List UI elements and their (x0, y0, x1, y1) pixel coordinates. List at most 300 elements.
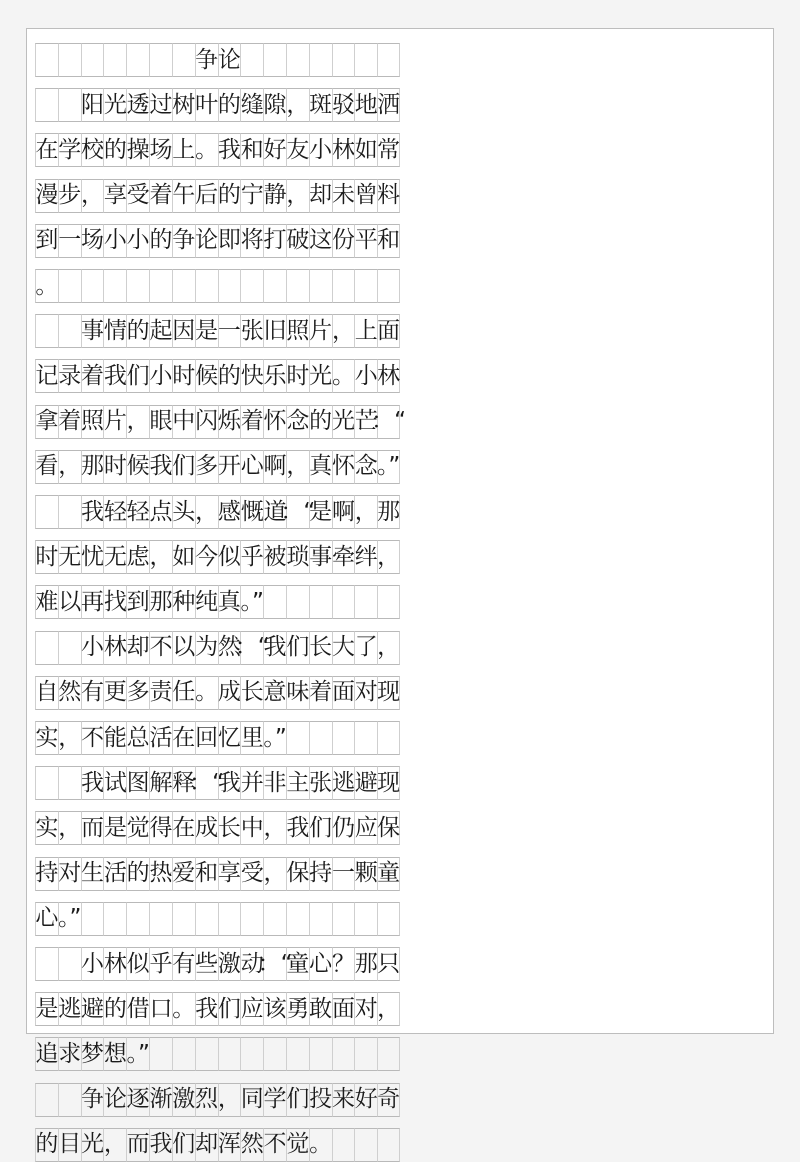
grid-cell: 小 (81, 631, 104, 665)
grid-cell: 的 (218, 88, 241, 122)
grid-cell: 多 (195, 450, 218, 484)
grid-row (35, 359, 765, 393)
grid-cell: 实 (35, 811, 58, 845)
grid-cell: 我 (218, 766, 241, 800)
grid-cell: 们 (286, 1083, 309, 1117)
grid-cell: 勇 (286, 992, 309, 1026)
grid-cell: 校 (81, 133, 104, 167)
grid-row (35, 721, 765, 755)
grid-cell: 主 (286, 766, 309, 800)
grid-cell: 非 (263, 766, 286, 800)
grid-cell: 小 (309, 133, 332, 167)
grid-cell: 琐 (286, 540, 309, 574)
grid-cell: 受 (126, 179, 149, 213)
grid-cell: 实 (35, 721, 58, 755)
grid-cell: 点 (149, 495, 172, 529)
grid-cell: 份 (332, 224, 355, 258)
grid-cell: 小 (354, 359, 377, 393)
grid-cell: 小 (126, 224, 149, 258)
grid-cell: 烈 (195, 1083, 218, 1117)
grid-cell: 静 (263, 179, 286, 213)
grid-cell: 快 (240, 359, 263, 393)
grid-cell: 小 (103, 224, 126, 258)
grid-row (35, 179, 765, 213)
grid-cell: 地 (354, 88, 377, 122)
grid-cell: 梦 (81, 1037, 104, 1071)
grid-row (35, 992, 765, 1026)
grid-cell: 似 (218, 540, 241, 574)
grid-cell: 回 (195, 721, 218, 755)
grid-cell: 情 (103, 314, 126, 348)
grid-cell: 为 (195, 631, 218, 665)
grid-cell: 慨 (240, 495, 263, 529)
grid-cell: 难 (35, 585, 58, 619)
grid-cell: 光 (81, 1128, 104, 1162)
grid-cell (58, 269, 81, 303)
grid-cell: 感 (218, 495, 241, 529)
grid-cell (149, 902, 172, 936)
grid-cell: 心 (35, 902, 58, 936)
grid-cell: 缝 (240, 88, 263, 122)
grid-cell: 纯 (195, 585, 218, 619)
grid-cell: 我 (103, 359, 126, 393)
grid-cell (35, 766, 58, 800)
grid-cell (240, 902, 263, 936)
grid-cell: 同 (240, 1083, 263, 1117)
grid-cell: 在 (172, 721, 195, 755)
grid-row (35, 314, 765, 348)
grid-cell: 有 (81, 676, 104, 710)
grid-cell: 和 (240, 133, 263, 167)
grid-cell (35, 495, 58, 529)
grid-cell: 中 (172, 405, 195, 439)
grid-cell (126, 269, 149, 303)
grid-cell: 而 (126, 1128, 149, 1162)
grid-cell: 了 (354, 631, 377, 665)
grid-cell: 一 (218, 314, 241, 348)
grid-cell: ？ (332, 947, 355, 981)
grid-cell: 这 (309, 224, 332, 258)
grid-cell: 生 (81, 857, 104, 891)
grid-cell (354, 43, 377, 77)
grid-cell: 的 (126, 857, 149, 891)
grid-cell (81, 269, 104, 303)
grid-cell (35, 631, 58, 665)
grid-cell: 事 (81, 314, 104, 348)
grid-cell (263, 902, 286, 936)
grid-cell: 张 (309, 766, 332, 800)
grid-cell: ， (263, 811, 286, 845)
grid-cell: 似 (126, 947, 149, 981)
grid-cell: 意 (263, 676, 286, 710)
grid-cell: 漫 (35, 179, 58, 213)
grid-cell: 片 (309, 314, 332, 348)
grid-cell: 自 (35, 676, 58, 710)
grid-cell: 隙 (263, 88, 286, 122)
grid-cell: 到 (35, 224, 58, 258)
grid-cell: 闪 (195, 405, 218, 439)
grid-cell: 们 (286, 631, 309, 665)
grid-cell: 真 (309, 450, 332, 484)
grid-cell (354, 585, 377, 619)
grid-cell: 无 (58, 540, 81, 574)
grid-cell (103, 269, 126, 303)
grid-cell: 以 (58, 585, 81, 619)
grid-cell: 。” (263, 721, 286, 755)
grid-cell: 乎 (240, 540, 263, 574)
grid-cell (332, 269, 355, 303)
grid-cell: 投 (309, 1083, 332, 1117)
grid-cell (103, 902, 126, 936)
grid-cell: 即 (218, 224, 241, 258)
grid-cell: 持 (35, 857, 58, 891)
grid-cell (309, 721, 332, 755)
grid-cell: 激 (172, 1083, 195, 1117)
grid-cell: 面 (332, 992, 355, 1026)
grid-cell: 再 (81, 585, 104, 619)
grid-cell: ， (218, 1083, 241, 1117)
grid-row (35, 585, 765, 619)
grid-cell (377, 43, 400, 77)
grid-cell (35, 1083, 58, 1117)
grid-cell (35, 43, 58, 77)
grid-cell (240, 1037, 263, 1071)
grid-cell (377, 585, 400, 619)
grid-cell: 追 (35, 1037, 58, 1071)
grid-cell: 热 (149, 857, 172, 891)
grid-cell (263, 43, 286, 77)
grid-cell (263, 269, 286, 303)
grid-cell: 奇 (377, 1083, 400, 1117)
grid-cell: 芒 (354, 405, 377, 439)
grid-cell (263, 1037, 286, 1071)
grid-cell: 仍 (332, 811, 355, 845)
grid-cell: 面 (377, 314, 400, 348)
grid-cell: ：“ (240, 631, 263, 665)
grid-cell (58, 314, 81, 348)
grid-cell: 总 (126, 721, 149, 755)
grid-cell: 时 (286, 359, 309, 393)
grid-cell: 破 (286, 224, 309, 258)
grid-cell: 被 (263, 540, 286, 574)
grid-cell: 心 (240, 450, 263, 484)
grid-cell (58, 43, 81, 77)
grid-cell: 着 (81, 359, 104, 393)
grid-cell (126, 902, 149, 936)
grid-cell: 我 (81, 495, 104, 529)
grid-cell: 轻 (103, 495, 126, 529)
grid-cell: 们 (309, 811, 332, 845)
grid-cell: 事 (309, 540, 332, 574)
grid-cell: 开 (218, 450, 241, 484)
grid-cell: 借 (126, 992, 149, 1026)
grid-cell: 释 (172, 766, 195, 800)
grid-cell (354, 1037, 377, 1071)
grid-cell (332, 1128, 355, 1162)
grid-cell: 动 (240, 947, 263, 981)
grid-cell: 那 (377, 495, 400, 529)
grid-cell: 轻 (126, 495, 149, 529)
grid-cell: ， (58, 721, 81, 755)
grid-cell: 光 (103, 88, 126, 122)
grid-row (35, 676, 765, 710)
grid-cell: 上 (172, 133, 195, 167)
grid-cell: 驳 (332, 88, 355, 122)
grid-cell: 该 (263, 992, 286, 1026)
grid-cell: 却 (309, 179, 332, 213)
grid-cell: 多 (126, 676, 149, 710)
grid-cell (149, 43, 172, 77)
grid-cell: 心 (309, 947, 332, 981)
grid-cell: 来 (332, 1083, 355, 1117)
grid-cell: 应 (354, 811, 377, 845)
grid-cell (58, 766, 81, 800)
grid-cell: ：“ (263, 947, 286, 981)
grid-cell (58, 495, 81, 529)
grid-cell: 却 (126, 631, 149, 665)
grid-cell: 在 (35, 133, 58, 167)
grid-row (35, 133, 765, 167)
grid-cell: 上 (354, 314, 377, 348)
grid-cell: 。” (377, 450, 400, 484)
grid-cell: 长 (240, 676, 263, 710)
grid-cell: 不 (81, 721, 104, 755)
grid-cell: 受 (240, 857, 263, 891)
grid-cell: 敢 (309, 992, 332, 1026)
grid-cell: 活 (103, 857, 126, 891)
grid-cell: 求 (58, 1037, 81, 1071)
grid-cell: 们 (172, 450, 195, 484)
grid-cell: 友 (286, 133, 309, 167)
grid-cell: 保 (286, 857, 309, 891)
grid-cell: 然 (240, 1128, 263, 1162)
grid-cell: 现 (377, 676, 400, 710)
grid-cell: 因 (172, 314, 195, 348)
title-row (35, 43, 765, 77)
grid-cell: 。 (35, 269, 58, 303)
grid-cell (332, 721, 355, 755)
grid-cell: 那 (354, 947, 377, 981)
grid-cell: 到 (126, 585, 149, 619)
grid-cell: 将 (240, 224, 263, 258)
grid-cell (58, 631, 81, 665)
grid-cell: 渐 (149, 1083, 172, 1117)
grid-cell (81, 902, 104, 936)
grid-cell: 。 (195, 133, 218, 167)
grid-cell: 如 (354, 133, 377, 167)
grid-cell: 里 (240, 721, 263, 755)
grid-cell: 避 (81, 992, 104, 1026)
grid-cell: 啊 (263, 450, 286, 484)
grid-cell: 目 (58, 1128, 81, 1162)
grid-cell: 怀 (263, 405, 286, 439)
grid-cell (309, 43, 332, 77)
grid-cell (172, 269, 195, 303)
grid-cell: 斑 (309, 88, 332, 122)
grid-cell: 。” (58, 902, 81, 936)
grid-cell: 童 (286, 947, 309, 981)
grid-cell: 是 (103, 811, 126, 845)
grid-cell: 。 (195, 676, 218, 710)
grid-cell: ， (126, 405, 149, 439)
grid-row (35, 540, 765, 574)
grid-row (35, 1083, 765, 1117)
grid-cell: 只 (377, 947, 400, 981)
grid-cell: 长 (218, 811, 241, 845)
grid-cell: ， (149, 540, 172, 574)
grid-cell: 洒 (377, 88, 400, 122)
grid-cell: ， (286, 179, 309, 213)
grid-cell: 眼 (149, 405, 172, 439)
grid-cell (35, 947, 58, 981)
grid-cell: 得 (149, 811, 172, 845)
grid-cell: 们 (218, 992, 241, 1026)
grid-cell: 照 (286, 314, 309, 348)
grid-cell: 时 (172, 359, 195, 393)
grid-cell (286, 269, 309, 303)
grid-cell: 好 (263, 133, 286, 167)
grid-cell: 。 (332, 359, 355, 393)
grid-cell (240, 269, 263, 303)
grid-cell: 能 (103, 721, 126, 755)
grid-cell: 不 (263, 1128, 286, 1162)
grid-row (35, 405, 765, 439)
grid-cell (218, 269, 241, 303)
grid-cell: 林 (103, 631, 126, 665)
grid-cell: 我 (286, 811, 309, 845)
grid-cell: 长 (309, 631, 332, 665)
grid-cell: 我 (149, 1128, 172, 1162)
grid-cell: 我 (149, 450, 172, 484)
grid-cell: 候 (195, 359, 218, 393)
title-char: 论 (218, 43, 241, 77)
grid-cell: ， (195, 495, 218, 529)
grid-cell (354, 902, 377, 936)
grid-cell (172, 902, 195, 936)
grid-cell: 些 (195, 947, 218, 981)
grid-cell: 活 (149, 721, 172, 755)
grid-row (35, 450, 765, 484)
grid-cell: 论 (103, 1083, 126, 1117)
grid-cell: 童 (377, 857, 400, 891)
grid-cell: 的 (218, 179, 241, 213)
grid-cell: 林 (103, 947, 126, 981)
grid-cell (332, 1037, 355, 1071)
grid-cell: 一 (58, 224, 81, 258)
grid-cell: 对 (354, 676, 377, 710)
grid-cell: 如 (172, 540, 195, 574)
grid-cell: 我 (195, 992, 218, 1026)
grid-cell (126, 43, 149, 77)
grid-cell: 平 (354, 224, 377, 258)
grid-cell: 时 (35, 540, 58, 574)
grid-cell (172, 1037, 195, 1071)
grid-cell: 对 (354, 992, 377, 1026)
grid-cell: ：“ (377, 405, 400, 439)
grid-cell: 觉 (286, 1128, 309, 1162)
grid-cell: 树 (172, 88, 195, 122)
grid-row (35, 88, 765, 122)
grid-cell: 找 (103, 585, 126, 619)
grid-cell: 和 (195, 857, 218, 891)
grid-cell (332, 585, 355, 619)
grid-cell (35, 88, 58, 122)
grid-cell: 我 (81, 766, 104, 800)
grid-cell: 烁 (218, 405, 241, 439)
grid-cell: 的 (218, 359, 241, 393)
grid-cell (354, 721, 377, 755)
grid-cell: 未 (332, 179, 355, 213)
grid-cell (240, 43, 263, 77)
grid-cell: ， (81, 179, 104, 213)
grid-cell (286, 902, 309, 936)
grid-cell: 张 (240, 314, 263, 348)
grid-cell: 爱 (172, 857, 195, 891)
grid-cell: 持 (309, 857, 332, 891)
grid-cell: 对 (58, 857, 81, 891)
grid-cell: 味 (286, 676, 309, 710)
grid-cell: 学 (58, 133, 81, 167)
grid-cell: ：“ (195, 766, 218, 800)
grid-cell (377, 721, 400, 755)
grid-cell: 和 (377, 224, 400, 258)
grid-cell: 午 (172, 179, 195, 213)
grid-cell: 料 (377, 179, 400, 213)
grid-cell: ：“ (286, 495, 309, 529)
grid-cell: 中 (240, 811, 263, 845)
grid-cell: 场 (81, 224, 104, 258)
grid-cell: 候 (126, 450, 149, 484)
grid-cell (286, 585, 309, 619)
grid-cell (35, 314, 58, 348)
grid-cell: 口 (149, 992, 172, 1026)
grid-cell: 旧 (263, 314, 286, 348)
grid-row (35, 947, 765, 981)
manuscript-paper (26, 28, 774, 1158)
grid-cell: 们 (172, 1128, 195, 1162)
grid-cell: 曾 (354, 179, 377, 213)
grid-cell (195, 902, 218, 936)
title-char: 争 (195, 43, 218, 77)
grid-cell: 乎 (149, 947, 172, 981)
grid-cell: 逃 (58, 992, 81, 1026)
grid-cell: ， (377, 992, 400, 1026)
grid-cell (377, 902, 400, 936)
grid-row (35, 224, 765, 258)
grid-cell: 成 (218, 676, 241, 710)
grid-cell: 争 (172, 224, 195, 258)
grid-cell: ， (377, 631, 400, 665)
grid-cell: 激 (218, 947, 241, 981)
grid-cell (58, 1083, 81, 1117)
grid-cell: 的 (309, 405, 332, 439)
grid-cell (377, 269, 400, 303)
grid-cell: 有 (172, 947, 195, 981)
grid-cell: ， (263, 857, 286, 891)
grid-cell: 无 (103, 540, 126, 574)
grid-cell (286, 43, 309, 77)
grid-row (35, 766, 765, 800)
grid-cell: 争 (81, 1083, 104, 1117)
grid-row (35, 1128, 765, 1162)
grid-cell: 绊 (354, 540, 377, 574)
grid-cell: 念 (286, 405, 309, 439)
grid-cell: 的 (126, 314, 149, 348)
grid-cell: 。” (126, 1037, 149, 1071)
grid-cell: 着 (58, 405, 81, 439)
grid-cell: 怀 (332, 450, 355, 484)
grid-cell: 是 (309, 495, 332, 529)
